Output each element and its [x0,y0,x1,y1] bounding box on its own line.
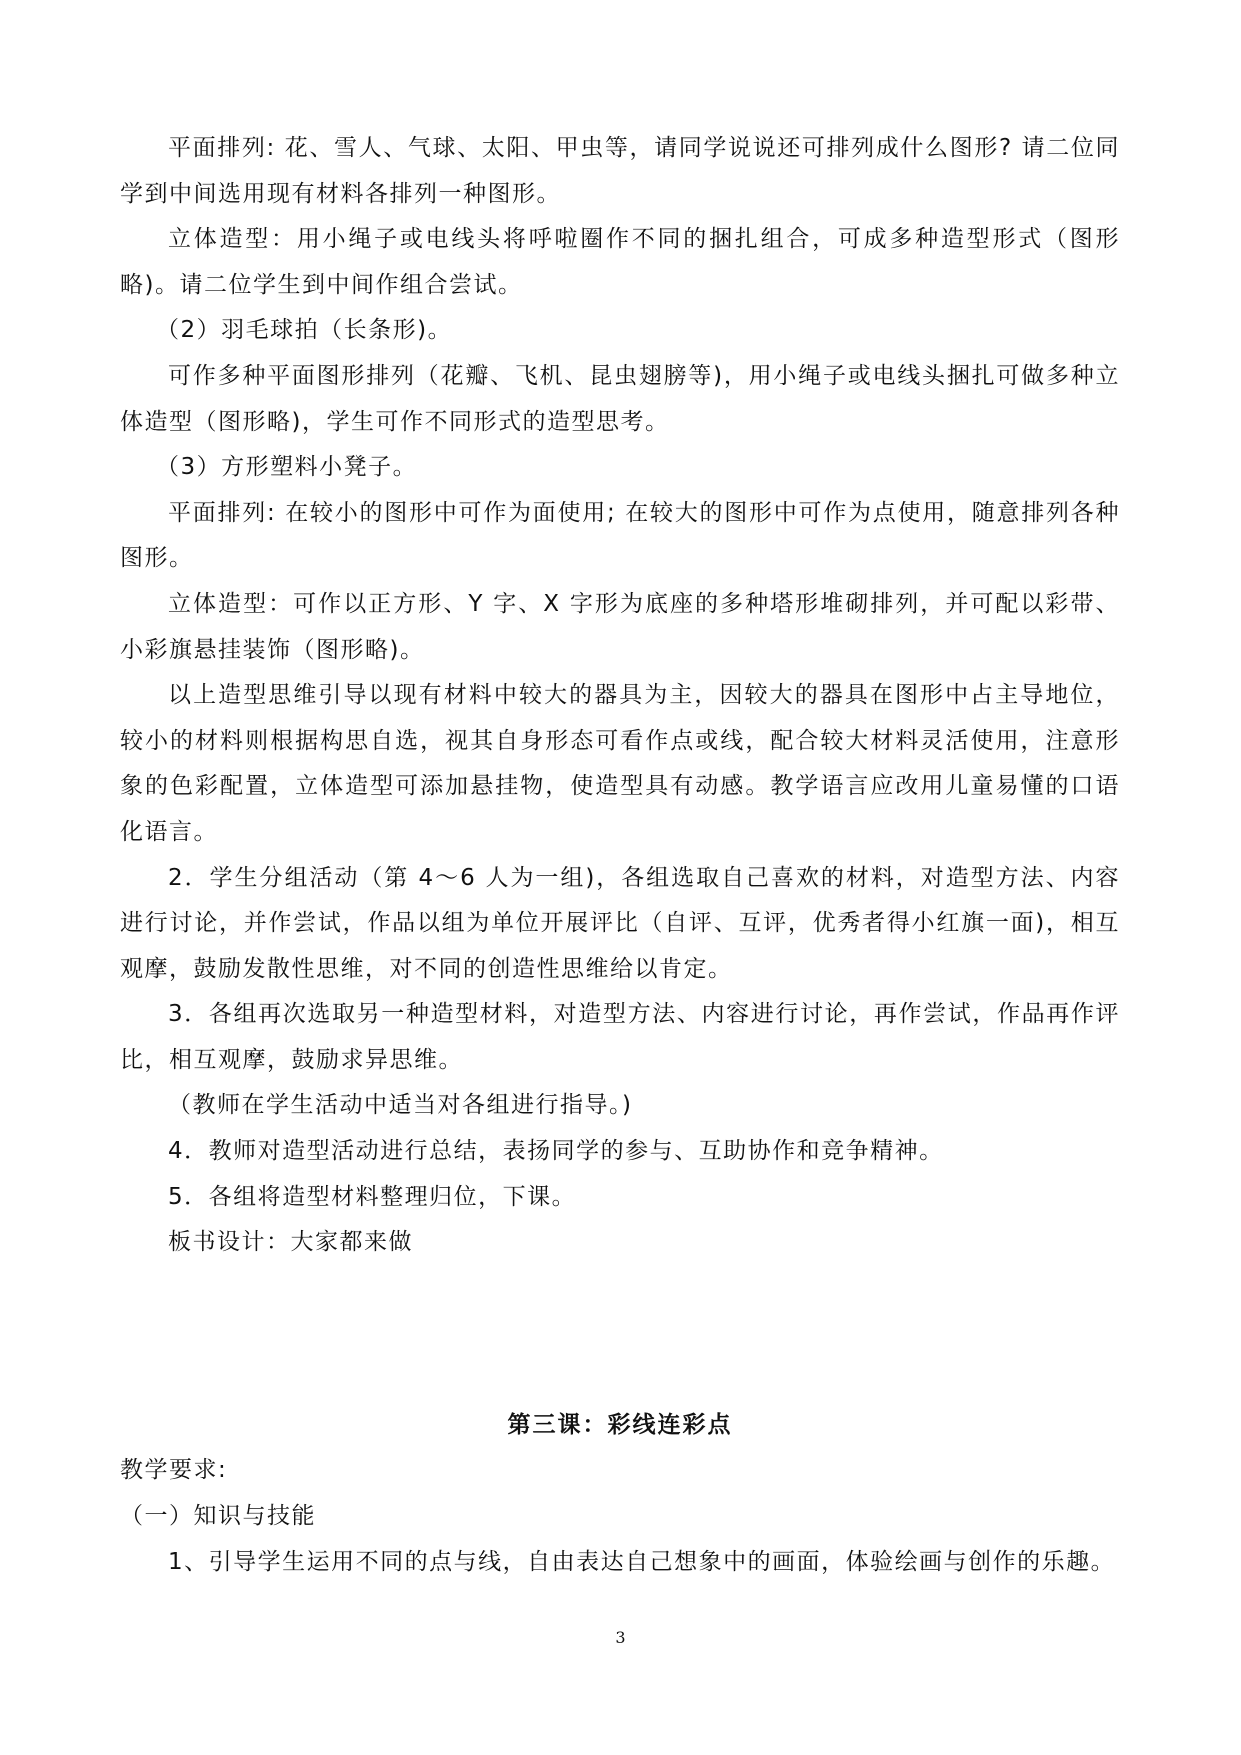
step-2-group-activity: 2．学生分组活动（第 4～6 人为一组)，各组选取自己喜欢的材料，对造型方法、内容进行讨论，并作尝试，作品以组为单位开展评比（自评、互评，优秀者得小红旗一面)，相互观摩，鼓励发散性思维，对不同的创造性思维给以肯定。 [120,864,1120,982]
section-knowledge-skills: （一）知识与技能 [120,1503,316,1530]
paragraph-flat-arrangement-stool: 平面排列: 在较小的图形中可作为面使用; 在较大的图形中可作为点使用，随意排列各种图形。 [120,499,1120,572]
paragraph-badminton-arrangement: 可作多种平面图形排列（花瓣、飞机、昆虫翅膀等)，用小绳子或电线头捆扎可做多种立体造型（图形略)，学生可作不同形式的造型思考。 [120,362,1120,435]
section-spacer [120,1266,1120,1403]
step-3-second-material: 3．各组再次选取另一种造型材料，对造型方法、内容进行讨论，再作尝试，作品再作评比，相互观摩，鼓励求异思维。 [120,1001,1120,1073]
step-4-summary: 4．教师对造型活动进行总结，表扬同学的参与、互助协作和竞争精神。 [168,1138,944,1165]
lesson-title: 第三课：彩线连彩点 [507,1411,733,1438]
paragraph-3d-modeling-stool: 立体造型：可作以正方形、Y 字、X 字形为底座的多种塔形堆砌排列，并可配以彩带、小彩旗悬挂装饰（图形略)。 [120,590,1120,663]
note-teacher-guidance: （教师在学生活动中适当对各组进行指导。) [168,1092,633,1119]
document-body [120,126,1120,1585]
paragraph-modeling-guidance: 以上造型思维引导以现有材料中较大的器具为主，因较大的器具在图形中占主导地位，较小的材料则根据构思自选，视其自身形态可看作点或线，配合较大材料灵活使用，注意形象的色彩配置，立体造型可添加悬挂物，使造型具有动感。教学语言应改用儿童易懂的口语化语言。 [120,682,1120,845]
paragraph-flat-arrangement-hoop: 平面排列: 花、雪人、气球、太阳、甲虫等，请同学说说还可排列成什么图形? 请二位同学到中间选用现有材料各排列一种图形。 [120,135,1120,207]
requirement-item-1: 1、引导学生运用不同的点与线，自由表达自己想象中的画面，体验绘画与创作的乐趣。 [168,1548,1116,1575]
page-number: 3 [615,1628,626,1647]
subheading-badminton-racket: （2）羽毛球拍（长条形)。 [156,317,453,344]
step-5-cleanup: 5．各组将造型材料整理归位，下课。 [168,1183,577,1210]
board-design: 板书设计：大家都来做 [168,1229,413,1256]
teaching-requirements-label: 教学要求: [120,1457,228,1484]
paragraph-3d-modeling-hoop: 立体造型：用小绳子或电线头将呼啦圈作不同的捆扎组合，可成多种造型形式（图形略)。请二位学生到中间作组合尝试。 [120,226,1120,298]
subheading-plastic-stool: （3）方形塑料小凳子。 [156,454,418,481]
